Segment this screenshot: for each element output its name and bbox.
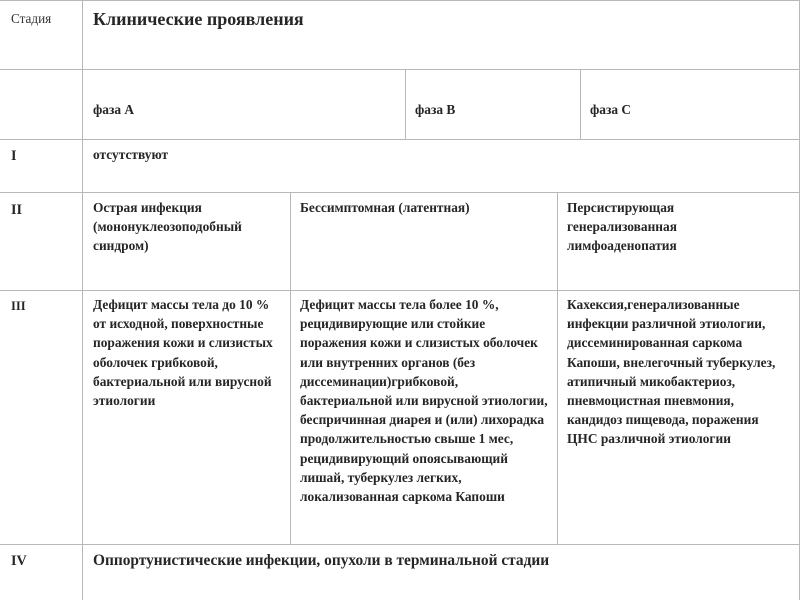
column-divider-phase-c — [557, 192, 558, 544]
stage-i-clinical: отсутствуют — [93, 147, 169, 162]
stage-ii-phase-a: Острая инфекция (мононуклеозоподобный синдром) — [93, 200, 242, 254]
phase-b-header: фаза В — [415, 102, 456, 117]
stage-iv-clinical: Оппортунистические инфекции, опухоли в терминальной стадии — [93, 552, 550, 569]
stage-ii-phase-c: Персистирующая генерализованная лимфоаденопатия — [567, 200, 677, 254]
column-divider-stage — [82, 0, 83, 600]
stage-iii-phase-a: Дефицит массы тела до 10 % от исходной, поверхностные поражения кожи и слизистых оболочек грибковой, бактериальной или вирусной этиологии — [93, 297, 273, 409]
stage-ii-phase-b: Бессимптомная (латентная) — [300, 200, 470, 215]
stage-iv-label: IV — [11, 553, 27, 569]
row-divider — [0, 139, 800, 140]
stage-column-header: Стадия — [11, 11, 52, 26]
stage-ii-label: II — [11, 202, 23, 218]
stage-iii-phase-b: Дефицит массы тела более 10 %, рецидивирующие или стойкие поражения кожи и слизистых оболочек или внутренних органов (без диссеминации)грибковой, бактериальной или вирусной этиологии, беспричинная диарея и (или) лихорадка продолжительностью свыше 1 мес, рецидивирующий опоясывающий лишай, туберкулез легких, локализованная саркома Капоши — [300, 297, 548, 505]
phase-c-header: фаза С — [590, 102, 632, 117]
column-divider-phase-b — [290, 192, 291, 544]
stage-i-label: I — [11, 148, 17, 164]
row-divider — [0, 544, 800, 545]
stage-iii-phase-c: Кахексия,генерализованные инфекции различной этиологии, диссеминированная саркома Капоши, внелегочный туберкулез, атипичный микобактериоз, пневмоцистная пневмония, кандидоз пищевода, поражения ЦНС различной этиологии — [567, 297, 776, 447]
row-divider — [0, 192, 800, 193]
stage-iii-label: III — [11, 299, 26, 313]
row-divider — [0, 69, 800, 70]
column-divider-phase-c-header — [580, 69, 581, 139]
phase-a-header: фаза А — [93, 102, 135, 117]
column-divider-phase-b-header — [405, 69, 406, 139]
clinical-manifestations-header: Клинические проявления — [93, 9, 304, 29]
table-border-top — [0, 0, 800, 1]
row-divider — [0, 290, 800, 291]
